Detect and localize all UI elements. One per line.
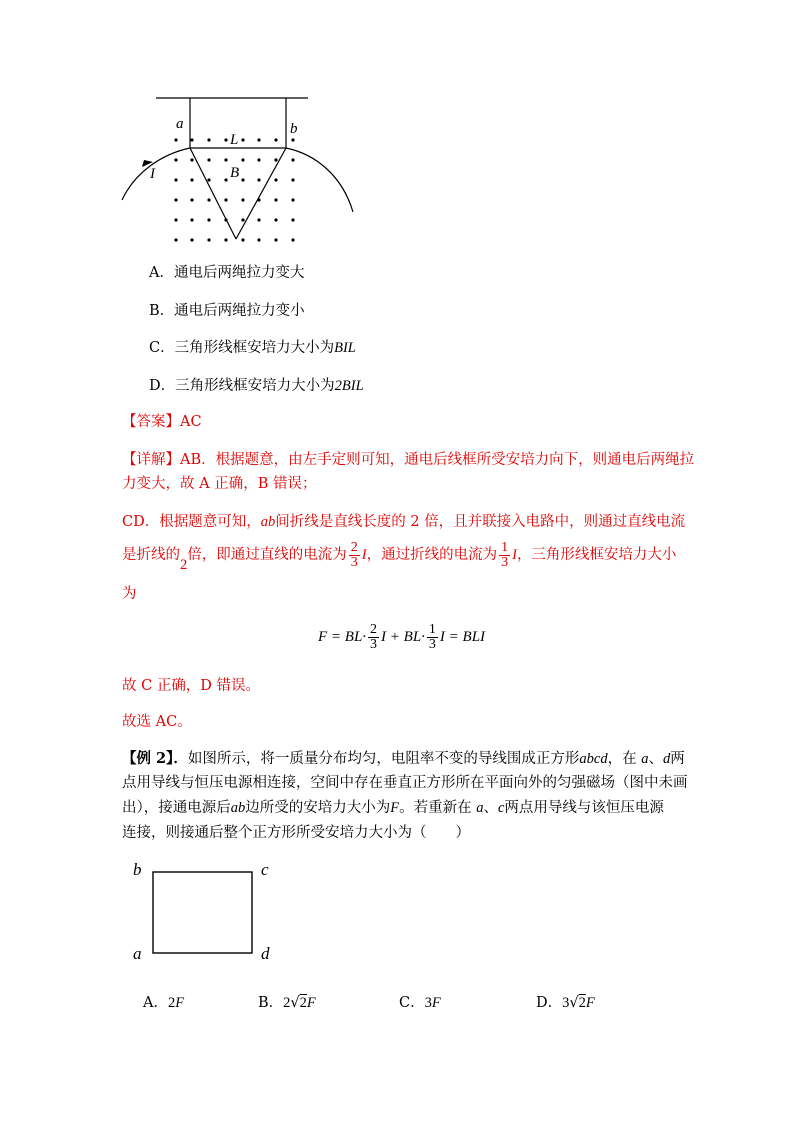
field-dot	[257, 158, 260, 161]
option-coef: 2	[167, 995, 176, 1011]
math-abcd: abcd	[579, 751, 608, 767]
detail-text: ，三角形线框安培力大小	[516, 547, 677, 563]
example-text: ，在	[607, 751, 637, 767]
field-dot	[241, 218, 244, 221]
example-text: 出），接通电源后	[122, 800, 231, 816]
field-dot	[224, 138, 227, 141]
figure-square	[125, 855, 285, 975]
field-dot	[190, 198, 193, 201]
option-var: F	[585, 995, 595, 1011]
label-a: a	[133, 944, 142, 963]
option-var: F	[175, 995, 185, 1011]
option-text: 三角形线框安培力大小为	[175, 378, 335, 394]
label-d: d	[261, 944, 270, 963]
field-dot	[274, 158, 277, 161]
option-var: F	[306, 995, 316, 1011]
option-letter: A．	[149, 265, 174, 281]
detail-line-4	[122, 538, 676, 572]
field-dot	[207, 178, 210, 181]
sqrt-sign: √	[290, 995, 300, 1011]
frac-num: 2	[350, 539, 358, 555]
frac-den: 3	[350, 554, 358, 570]
detail-line-1	[122, 450, 694, 470]
field-dot	[274, 198, 277, 201]
field-dot	[274, 218, 277, 221]
detail-text: 倍，即通过直线的电流为	[187, 547, 347, 563]
option-var: F	[431, 995, 441, 1011]
example-text: 如图所示，将一质量分布均匀，电阻率不变的导线围成正方形	[187, 751, 580, 767]
option-a[interactable]	[149, 263, 304, 283]
detail-line-5: 为	[122, 586, 137, 602]
example2-line-3	[122, 798, 664, 818]
field-dot	[241, 198, 244, 201]
field-dot	[291, 138, 294, 141]
field-dot	[190, 138, 193, 141]
q2-option-c[interactable]	[399, 993, 441, 1013]
field-dot	[224, 238, 227, 241]
field-dot	[291, 218, 294, 221]
math-ab: ab	[260, 514, 276, 530]
example2-line-4: 连接，则接通后整个正方形所受安培力大小为（ ）	[122, 825, 470, 841]
detail-text: 间折线是直线长度的 2 倍，且并联接入电路中，则通过直线电流	[275, 514, 686, 530]
field-dot	[224, 158, 227, 161]
fraction-two-thirds	[368, 623, 379, 652]
answer-label: 【答案】	[122, 414, 180, 430]
q2-option-a[interactable]	[143, 993, 184, 1013]
field-dot	[174, 218, 177, 221]
formula-part: I + BL·	[381, 629, 425, 645]
field-dot	[274, 138, 277, 141]
formula-part: F = BL·	[318, 629, 367, 645]
field-dot	[257, 178, 260, 181]
math-c: c	[497, 800, 505, 816]
field-dot	[274, 238, 277, 241]
label-a: a	[176, 116, 184, 132]
example-text: 两点用导线与该恒压电源	[504, 800, 664, 816]
option-coef: 3	[562, 995, 570, 1011]
fraction-two-thirds	[349, 541, 360, 570]
math-I: I	[512, 547, 517, 563]
option-d[interactable]	[149, 376, 364, 396]
field-dot	[174, 238, 177, 241]
field-dot	[291, 178, 294, 181]
option-c[interactable]	[149, 338, 356, 358]
choose-line: 故选 AC。	[122, 714, 192, 730]
field-dot	[241, 238, 244, 241]
option-letter: A．	[143, 995, 168, 1011]
field-dot	[257, 138, 260, 141]
q2-option-b[interactable]	[258, 993, 316, 1013]
detail-text: 是折线的	[122, 547, 180, 563]
field-dot	[190, 218, 193, 221]
field-dot	[190, 178, 193, 181]
detail-line-3	[122, 512, 685, 532]
field-dot	[274, 178, 277, 181]
detail-line-2: 力变大，故 A 正确，B 错误；	[122, 476, 317, 492]
sqrt-sign: √	[569, 995, 579, 1011]
example-text: 、	[648, 751, 663, 767]
option-coef: 3	[424, 995, 432, 1011]
frac-den: 3	[370, 637, 378, 653]
field-dot	[291, 238, 294, 241]
field-dot	[257, 218, 260, 221]
math-d: d	[662, 751, 671, 767]
field-dot	[174, 198, 177, 201]
detail-label: 【详解】	[122, 452, 180, 468]
label-I: I	[150, 166, 155, 182]
field-dot	[190, 238, 193, 241]
figure-triangle-frame	[110, 90, 370, 250]
formula-part: I = BLI	[439, 629, 486, 645]
frac-num: 1	[501, 539, 509, 555]
option-letter: C．	[399, 995, 425, 1011]
option-root: 2	[578, 995, 586, 1011]
label-b: b	[290, 121, 298, 137]
frac-den: 3	[501, 554, 509, 570]
detail-text: ，通过折线的电流为	[366, 547, 498, 563]
example-text: 边所受的安培力大小为	[245, 800, 391, 816]
frac-num: 2	[370, 622, 378, 638]
option-root: 2	[299, 995, 307, 1011]
field-dot	[207, 138, 210, 141]
label-L: L	[230, 132, 239, 148]
math-I: I	[361, 547, 367, 563]
label-b: b	[133, 860, 142, 879]
example-text: 。若重新在	[399, 800, 472, 816]
option-letter: B．	[258, 995, 284, 1011]
q2-option-d[interactable]	[536, 993, 595, 1013]
field-dot	[257, 198, 260, 201]
field-dot	[174, 178, 177, 181]
option-text: 三角形线框安培力大小为	[174, 340, 335, 356]
math-ab: ab	[230, 800, 246, 816]
example2-line-1	[122, 749, 685, 769]
option-math: BIL	[334, 340, 356, 356]
formula	[318, 620, 485, 654]
option-letter: D．	[536, 995, 563, 1011]
conclusion-line: 故 C 正确，D 错误。	[122, 678, 261, 694]
field-dot	[224, 198, 227, 201]
fraction-one-third	[499, 541, 510, 570]
answer-value: AC	[180, 414, 202, 430]
fraction-one-third	[427, 623, 438, 652]
math-a: a	[641, 751, 649, 767]
option-b[interactable]	[149, 301, 305, 321]
option-text: 通电后两绳拉力变大	[173, 265, 305, 281]
label-B: B	[230, 165, 240, 181]
frac-num: 1	[428, 622, 436, 638]
example-text: 两	[670, 751, 685, 767]
example-text: 、	[483, 800, 498, 816]
example2-line-2: 点用导线与恒压电源相连接，空间中存在垂直正方形所在平面向外的匀强磁场（图中未画	[122, 775, 688, 791]
field-dot	[207, 218, 210, 221]
option-math: 2BIL	[334, 378, 364, 394]
detail-text: AB．根据题意，由左手定则可知，通电后线框所受安培力向下，则通电后两绳拉	[180, 452, 695, 468]
field-dot	[190, 158, 193, 161]
field-dot	[174, 158, 177, 161]
field-dot	[291, 158, 294, 161]
field-dot	[241, 158, 244, 161]
field-dot	[174, 138, 177, 141]
field-dot	[241, 138, 244, 141]
option-coef: 2	[283, 995, 291, 1011]
field-dot	[291, 198, 294, 201]
frac-den: 3	[428, 637, 436, 653]
field-dot	[241, 178, 244, 181]
field-dot	[207, 238, 210, 241]
detail-text: CD．根据题意可知，	[122, 514, 261, 530]
option-letter: D．	[149, 378, 176, 394]
field-dot	[257, 238, 260, 241]
option-text: 通电后两绳拉力变小	[174, 303, 305, 319]
example-tag: 【例 2】．	[122, 750, 188, 767]
label-c: c	[261, 860, 269, 879]
answer-line	[122, 412, 202, 432]
field-dot	[207, 158, 210, 161]
option-letter: C．	[149, 340, 175, 356]
field-dot	[207, 198, 210, 201]
field-dot	[224, 218, 227, 221]
option-letter: B．	[149, 303, 175, 319]
field-dot	[224, 178, 227, 181]
math-F: F	[390, 800, 400, 816]
math-two: 2	[180, 557, 188, 573]
math-a: a	[476, 800, 484, 816]
